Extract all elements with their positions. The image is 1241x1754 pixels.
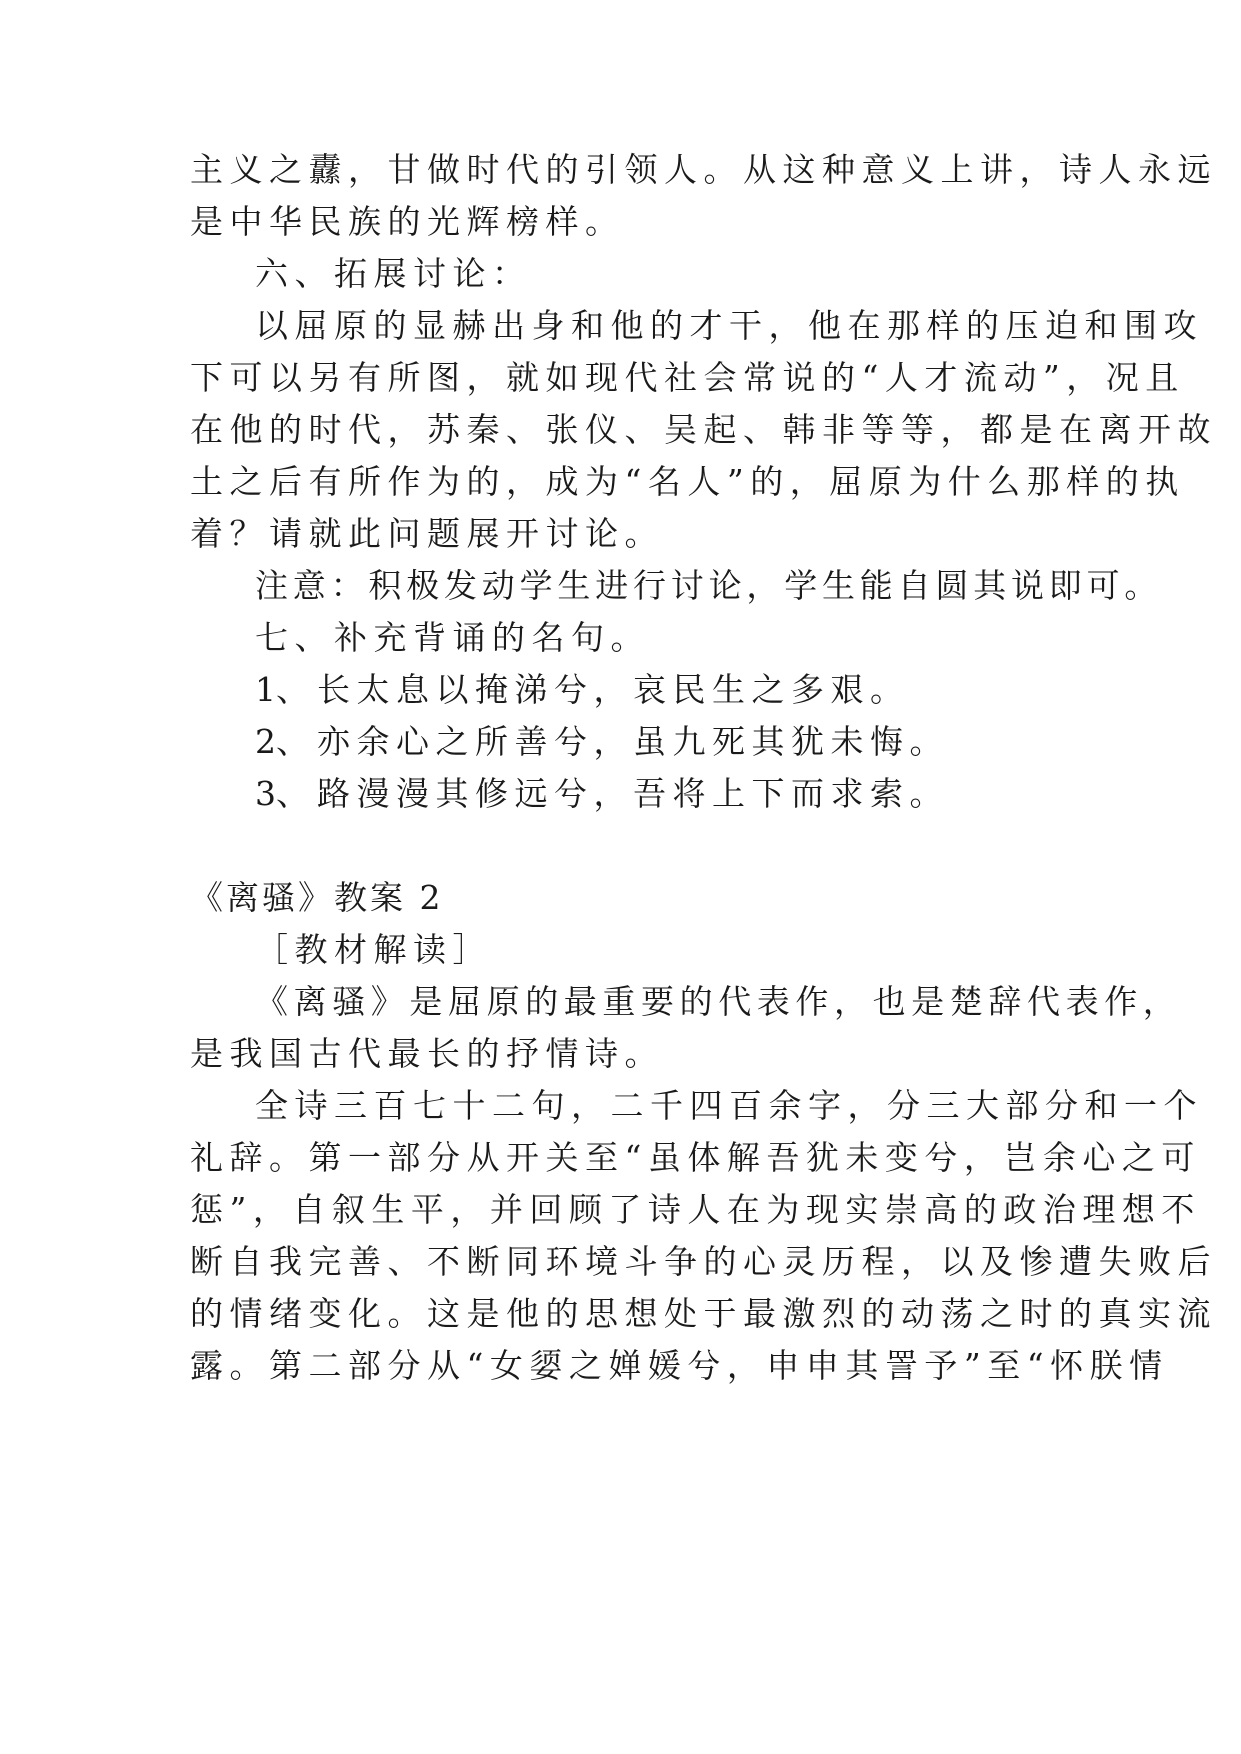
- paragraph-line: 《离骚》是屈原的最重要的代表作，也是楚辞代表作，: [255, 982, 1182, 1021]
- paragraph-line: 露。第二部分从“女媭之婵媛兮，申申其詈予”至“怀朕情: [190, 1346, 1169, 1385]
- paragraph-line: 土之后有所作为的，成为“名人”的，屈原为什么那样的执: [190, 462, 1185, 501]
- paragraph-line: 在他的时代，苏秦、张仪、吴起、韩非等等，都是在离开故: [190, 410, 1217, 449]
- subheading: ［教材解读］: [255, 930, 492, 969]
- paragraph-line: 是我国古代最长的抒情诗。: [190, 1034, 664, 1073]
- quote-number: 2、: [255, 722, 309, 761]
- section-heading-6: 六、拓展讨论：: [255, 254, 532, 293]
- quote-item: [255, 722, 949, 762]
- lesson-title: 《离骚》教案 2: [190, 878, 444, 917]
- quote-text: 路漫漫其修远兮，吾将上下而求索。: [317, 774, 949, 813]
- paragraph-line: 惩”，自叙生平，并回顾了诗人在为现实崇高的政治理想不: [190, 1190, 1201, 1229]
- paragraph-line: 下可以另有所图，就如现代社会常说的“人才流动”，况且: [190, 358, 1185, 397]
- quote-text: 亦余心之所善兮，虽九死其犹未悔。: [317, 722, 949, 761]
- section-heading-7: 七、补充背诵的名句。: [255, 618, 650, 657]
- paragraph-line: 着？请就此问题展开讨论。: [190, 514, 664, 553]
- quote-number: 1、: [255, 670, 309, 709]
- paragraph-line: 断自我完善、不断同环境斗争的心灵历程，以及惨遭失败后: [190, 1242, 1217, 1281]
- quote-item: [255, 774, 949, 814]
- paragraph-line: 主义之纛，甘做时代的引领人。从这种意义上讲，诗人永远: [190, 150, 1217, 189]
- quote-item: [255, 670, 910, 710]
- paragraph-line: 礼辞。第一部分从开关至“虽体解吾犹未变兮，岂余心之可: [190, 1138, 1201, 1177]
- paragraph-line: 的情绪变化。这是他的思想处于最激烈的动荡之时的真实流: [190, 1294, 1217, 1333]
- quote-text: 长太息以掩涕兮，哀民生之多艰。: [317, 670, 910, 709]
- paragraph-line: 是中华民族的光辉榜样。: [190, 202, 625, 241]
- quote-number: 3、: [255, 774, 309, 813]
- paragraph-line: 全诗三百七十二句，二千四百余字，分三大部分和一个: [255, 1086, 1203, 1125]
- paragraph-line: 以屈原的显赫出身和他的才干，他在那样的压迫和围攻: [255, 306, 1203, 345]
- note-text: 注意：积极发动学生进行讨论，学生能自圆其说即可。: [255, 566, 1163, 605]
